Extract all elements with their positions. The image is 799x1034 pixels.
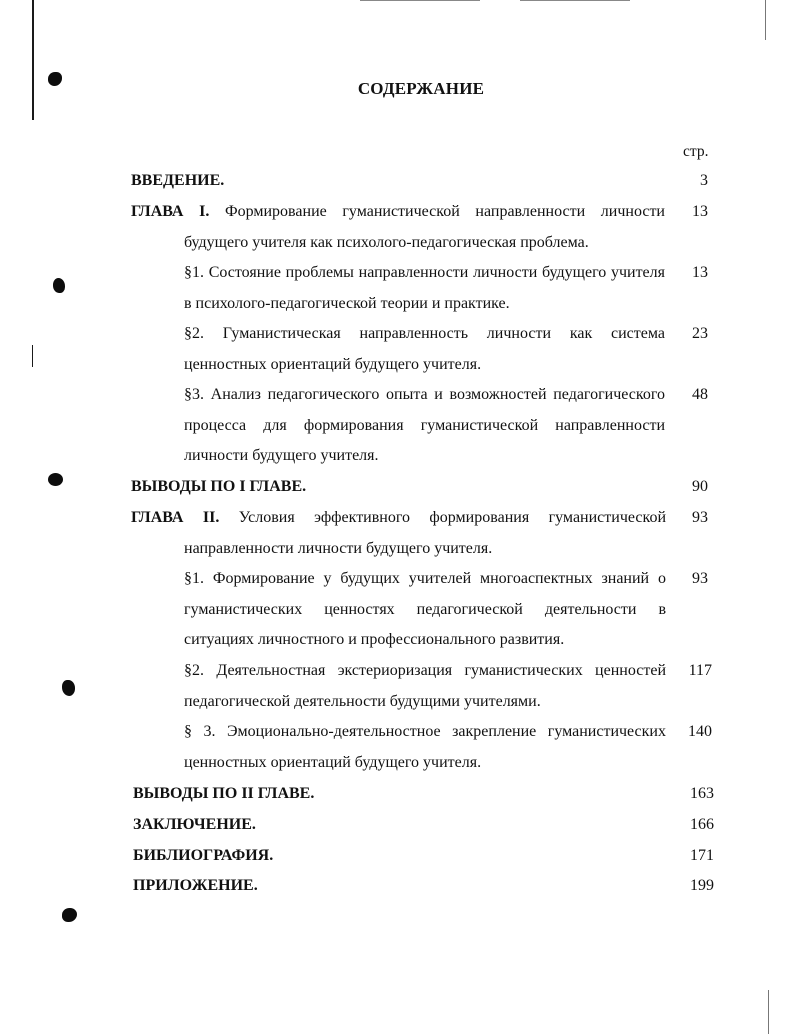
toc-page-number: 13 [692, 203, 708, 220]
toc-page-number: 93 [692, 570, 708, 587]
page-column-label: стр. [683, 143, 709, 160]
toc-entry-text: §1. Состояние проблемы направленности личности будущего учителя в психолого-педагогической теории и практике. [184, 264, 665, 312]
hole-punch-mark [62, 908, 77, 922]
toc-entry-text [131, 503, 666, 564]
toc-entry-label: ВЫВОДЫ ПО I ГЛАВЕ. [131, 478, 307, 495]
toc-page-number: 140 [688, 723, 712, 740]
toc-page-number: 117 [688, 662, 712, 679]
toc-entry-label: БИБЛИОГРАФИЯ. [133, 847, 274, 864]
toc-page-number: 163 [690, 785, 714, 802]
scan-top-line [520, 0, 630, 1]
scan-edge-line [765, 0, 766, 40]
hole-punch-mark [48, 473, 63, 486]
toc-entry-chapter-2 [131, 503, 708, 564]
toc-entry-ch1-section-3 [184, 380, 708, 472]
toc-entry-ch2-section-3 [184, 717, 712, 778]
toc-entry-chapter-1 [131, 197, 708, 258]
chapter-prefix: ГЛАВА I. [131, 203, 210, 220]
toc-entry-ch2-section-2 [184, 656, 712, 717]
page-title: СОДЕРЖАНИЕ [357, 79, 485, 98]
toc-entry-label: ВЫВОДЫ ПО II ГЛАВЕ. [133, 785, 315, 802]
toc-entry-bibliography [133, 841, 733, 872]
toc-page-number: 48 [692, 386, 708, 403]
toc-page-number: 199 [690, 877, 714, 894]
toc-entry-text [131, 197, 665, 258]
toc-entry-text: §3. Анализ педагогического опыта и возможностей педагогического процесса для формирования гуманистической направленности личности будущего учителя. [184, 386, 665, 464]
toc-entry-conclusions-1 [131, 472, 731, 503]
toc-page-number: 13 [692, 264, 708, 281]
chapter-title: Условия эффективного формирования гуманистической направленности личности будущего учителя. [184, 509, 666, 557]
scan-edge-line [768, 990, 769, 1034]
toc-page-number: 23 [692, 325, 708, 342]
chapter-prefix: ГЛАВА II. [131, 509, 220, 526]
toc-page-number: 90 [692, 478, 708, 495]
toc-entry-appendix [133, 871, 733, 902]
hole-punch-mark [53, 278, 65, 293]
scan-edge-line [32, 0, 34, 120]
toc-entry-text: §2. Деятельностная экстериоризация гуманистических ценностей педагогической деятельности будущими учителями. [184, 662, 666, 710]
toc-entry-ch1-section-2 [184, 319, 708, 380]
toc-page-number: 171 [690, 847, 714, 864]
toc-entry-introduction [131, 166, 731, 197]
toc-page-number: 166 [690, 816, 714, 833]
toc-page-number: 3 [700, 172, 708, 189]
toc-entry-ch2-section-1 [184, 564, 708, 656]
toc-entry-conclusions-2 [133, 779, 733, 810]
toc-entry-text: § 3. Эмоционально-деятельностное закрепление гуманистических ценностных ориентаций будущего учителя. [184, 723, 666, 771]
toc-entry-conclusion [133, 810, 733, 841]
toc-entry-ch1-section-1 [184, 258, 708, 319]
scan-top-line [360, 0, 480, 1]
toc-entry-label: ЗАКЛЮЧЕНИЕ. [133, 816, 256, 833]
chapter-title: Формирование гуманистической направленности личности будущего учителя как психолого-педагогическая проблема. [184, 203, 665, 251]
toc-entry-text: §2. Гуманистическая направленность личности как система ценностных ориентаций будущего учителя. [184, 325, 665, 373]
scan-edge-line [32, 345, 33, 367]
toc-entry-label: ВВЕДЕНИЕ. [131, 172, 225, 189]
toc-entry-label: ПРИЛОЖЕНИЕ. [133, 877, 258, 894]
hole-punch-mark [62, 680, 75, 696]
toc-entry-text: §1. Формирование у будущих учителей многоаспектных знаний о гуманистических ценностях педагогической деятельности в ситуациях личностного и профессионального развития. [184, 570, 666, 648]
toc-page-number: 93 [692, 509, 708, 526]
